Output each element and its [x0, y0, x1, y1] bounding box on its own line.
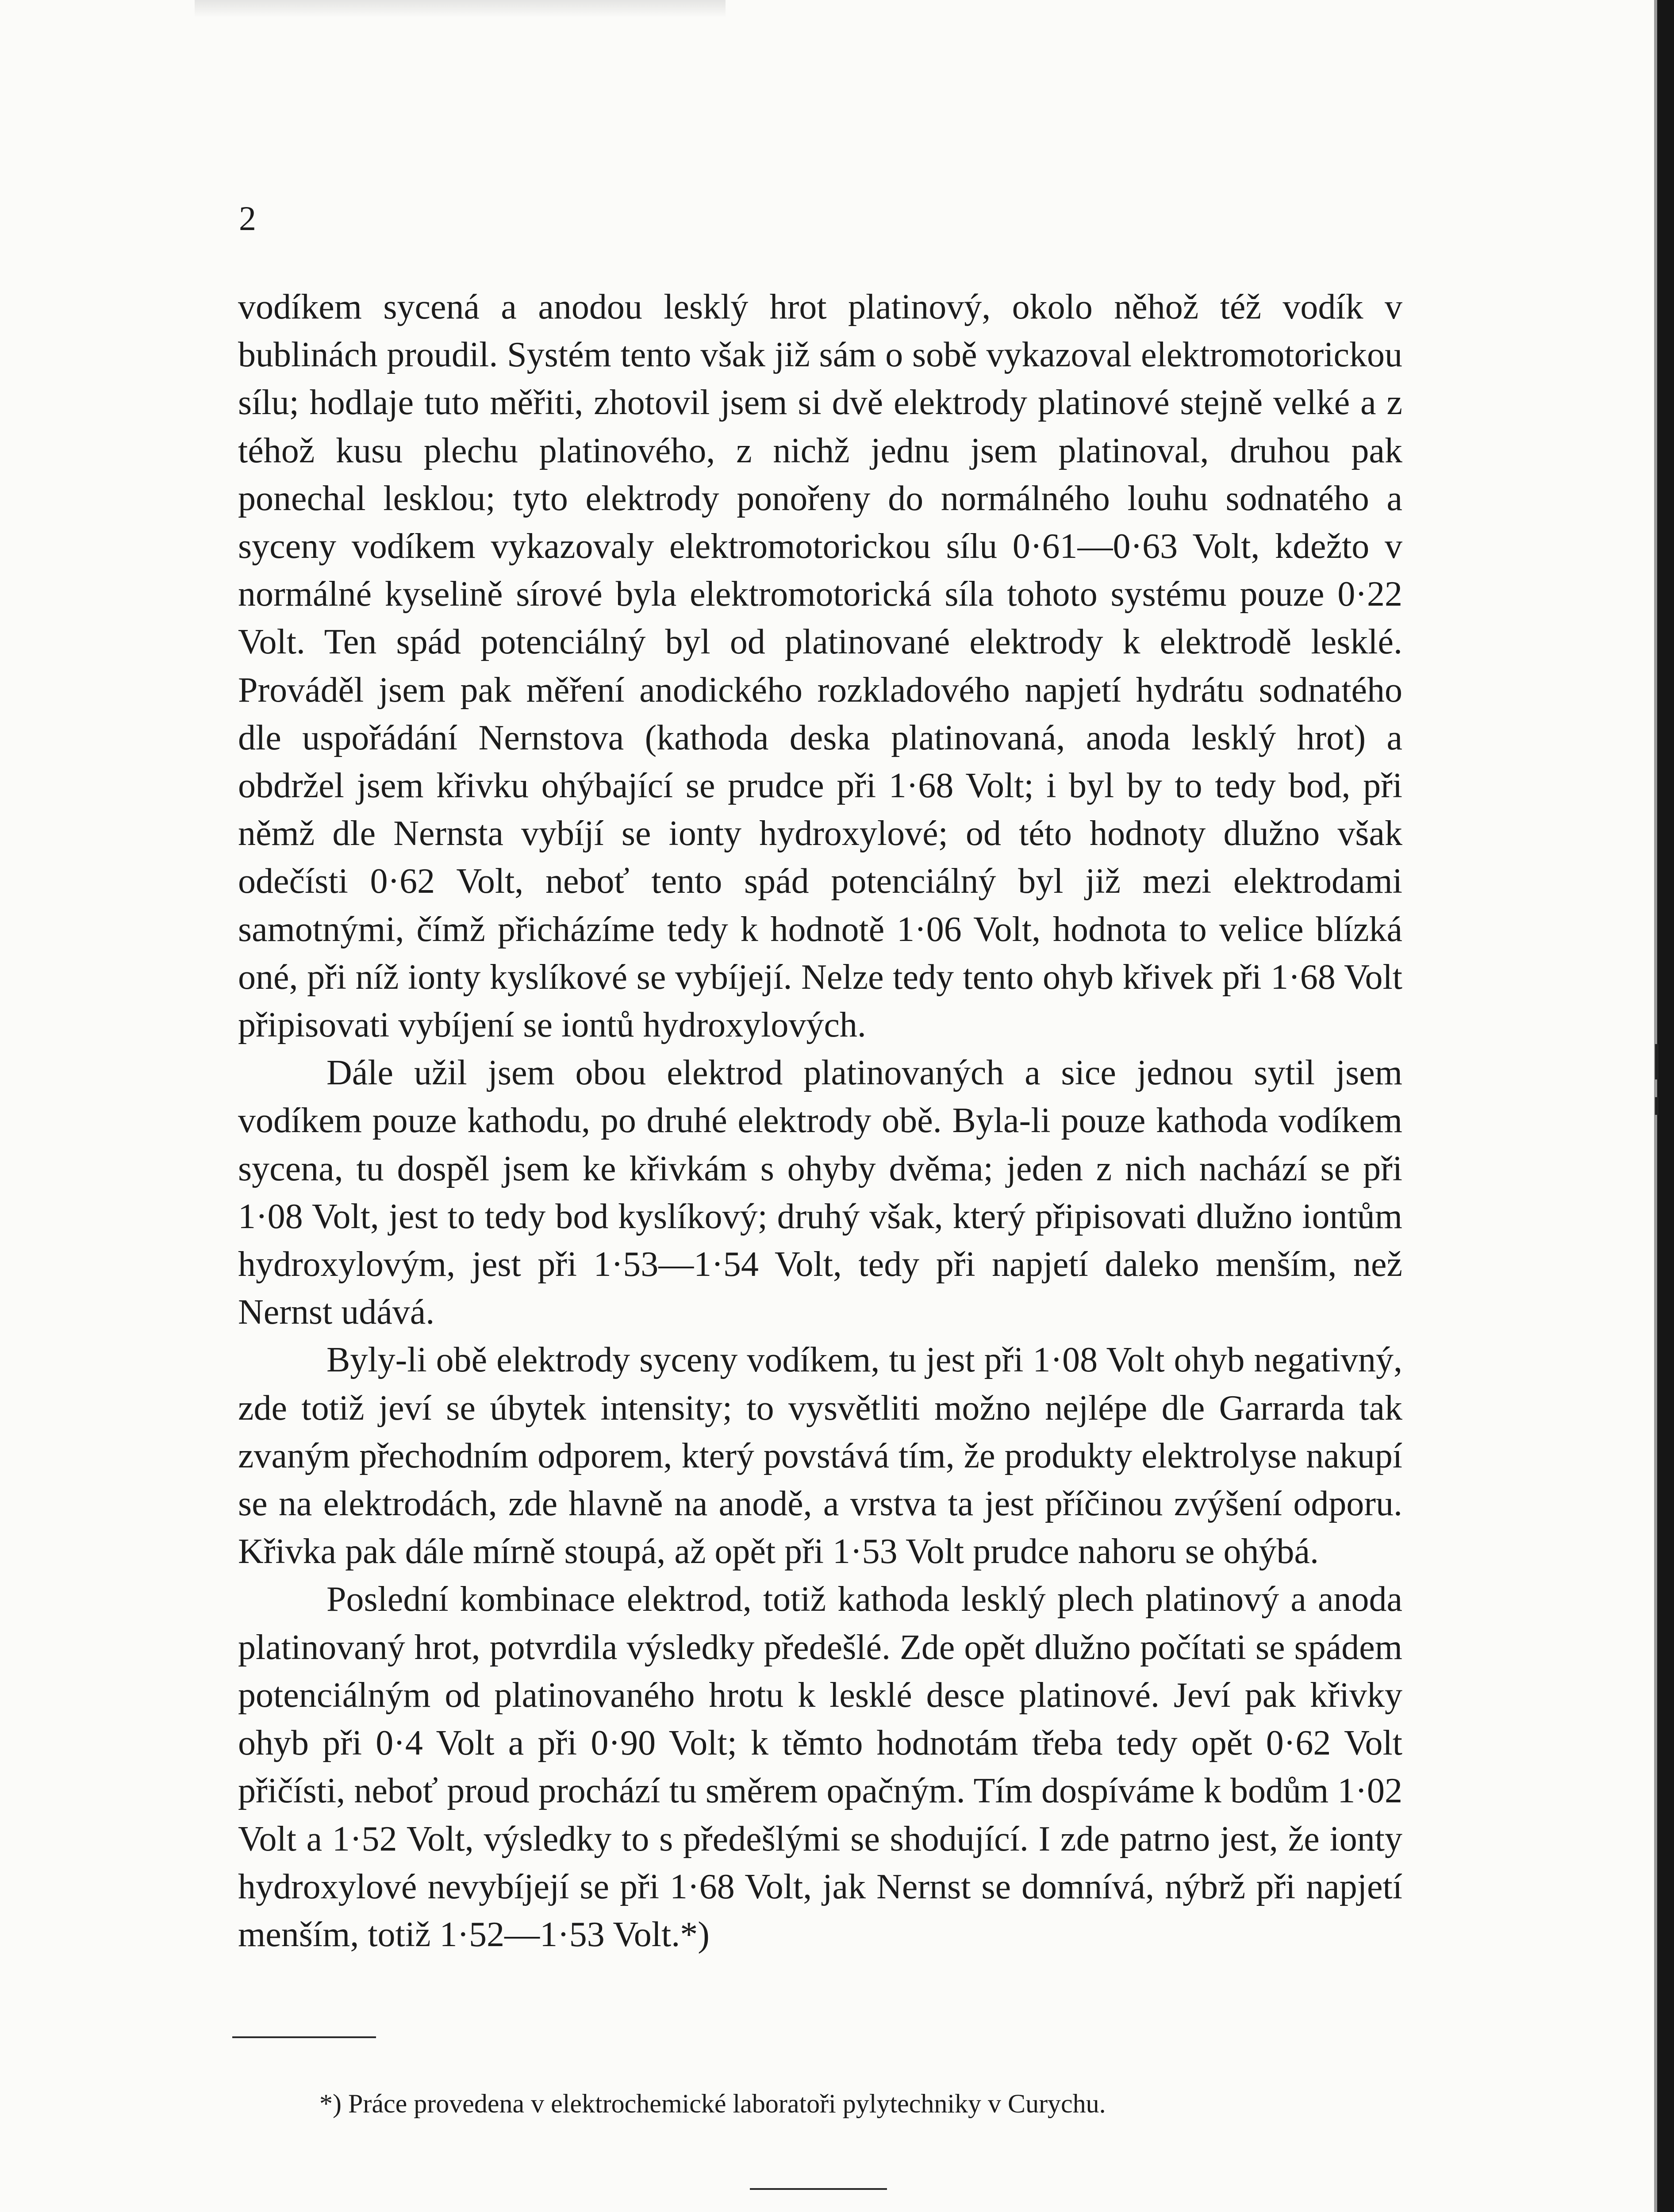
paragraph: Byly-li obě elektrody syceny vodíkem, tu jest při 1·08 Volt ohyb negativný, zde totiž jeví se úbytek intensity; to vysvětliti možno nejlépe dle Garrarda tak zvaným přechodním odporem, který povstává tím, že produkty elektrolyse nakupí se na elektrodách, zde hlavně na anodě, a vrstva ta jest příčinou zvýšení odporu. Křivka pak dále mírně stoupá, až opět při 1·53 Volt prudce nahoru se ohýbá. — [238, 1340, 1402, 1571]
scan-dark-edge — [1657, 0, 1674, 2212]
paragraph: Poslední kombinace elektrod, totiž kathoda lesklý plech platinový a anoda platinovaný hrot, potvrdila výsledky předešlé. Zde opět dlužno počítati se spádem potenciálným od platinovaného hrotu k lesklé desce platinové. Jeví pak křivky ohyb při 0·4 Volt a při 0·90 Volt; k těmto hodnotám třeba tedy opět 0·62 Volt přičísti, neboť proud prochází tu směrem opačným. Tím dospíváme k bodům 1·02 Volt a 1·52 Volt, výsledky to s předešlými se shodující. I zde patrno jest, že ionty hydroxylové nevybíjejí se při 1·68 Volt, jak Nernst se domnívá, nýbrž při napjetí menším, totiž 1·52—1·53 Volt.*) — [238, 1580, 1402, 1954]
body-text — [238, 283, 1402, 1959]
page-number: 2 — [239, 199, 256, 238]
paragraph: Dále užil jsem obou elektrod platinovaných a sice jednou sytil jsem vodíkem pouze kathodu, po druhé elektrody obě. Byla-li pouze kathoda vodíkem sycena, tu dospěl jsem ke křivkám s ohyby dvěma; jeden z nich nachází se při 1·08 Volt, jest to tedy bod kyslíkový; druhý však, který připisovati dlužno iontům hydroxylovým, jest při 1·53—1·54 Volt, tedy při napjetí daleko menším, než Nernst udává. — [238, 1053, 1402, 1332]
scan-top-smudge — [195, 0, 726, 18]
footnote-rule — [232, 2036, 376, 2038]
footnote: *) Práce provedena v elektrochemické laboratoři pylytechniky v Curychu. — [319, 2089, 1106, 2118]
margin-mark — [1655, 1097, 1659, 1115]
paragraph: vodíkem sycená a anodou lesklý hrot platinový, okolo něhož též vodík v bublinách proudil. Systém tento však již sám o sobě vykazoval elektromotorickou sílu; hodlaje tuto měřiti, zhotovil jsem si dvě elektrody platinové stejně velké a z téhož kusu plechu platinového, z nichž jednu jsem platinoval, druhou pak ponechal lesklou; tyto elektrody ponořeny do normálného louhu sodnatého a syceny vodíkem vykazovaly elektromotorickou sílu 0·61—0·63 Volt, kdežto v normálné kyselině sírové byla elektromotorická síla tohoto systému pouze 0·22 Volt. Ten spád potenciálný byl od platinované elektrody k elektrodě lesklé. Prováděl jsem pak měření anodického rozkladového napjetí hydrátu sodnatého dle uspořádání Nernstova (kathoda deska platinovaná, anoda lesklý hrot) a obdržel jsem křivku ohýbající se prudce při 1·68 Volt; i byl by to tedy bod, při němž dle Nernsta vybíjí se ionty hydroxylové; od této hodnoty dlužno však odečísti 0·62 Volt, neboť tento spád potenciálný byl již mezi elektrodami samotnými, čímž přicházíme tedy k hodnotě 1·06 Volt, hodnota to velice blízká oné, při níž ionty kyslíkové se vybíjejí. Nelze tedy tento ohyb křivek při 1·68 Volt připisovati vybíjení se iontů hydroxylových. — [238, 288, 1402, 1045]
end-rule — [750, 2188, 887, 2190]
margin-mark — [1655, 1044, 1659, 1079]
